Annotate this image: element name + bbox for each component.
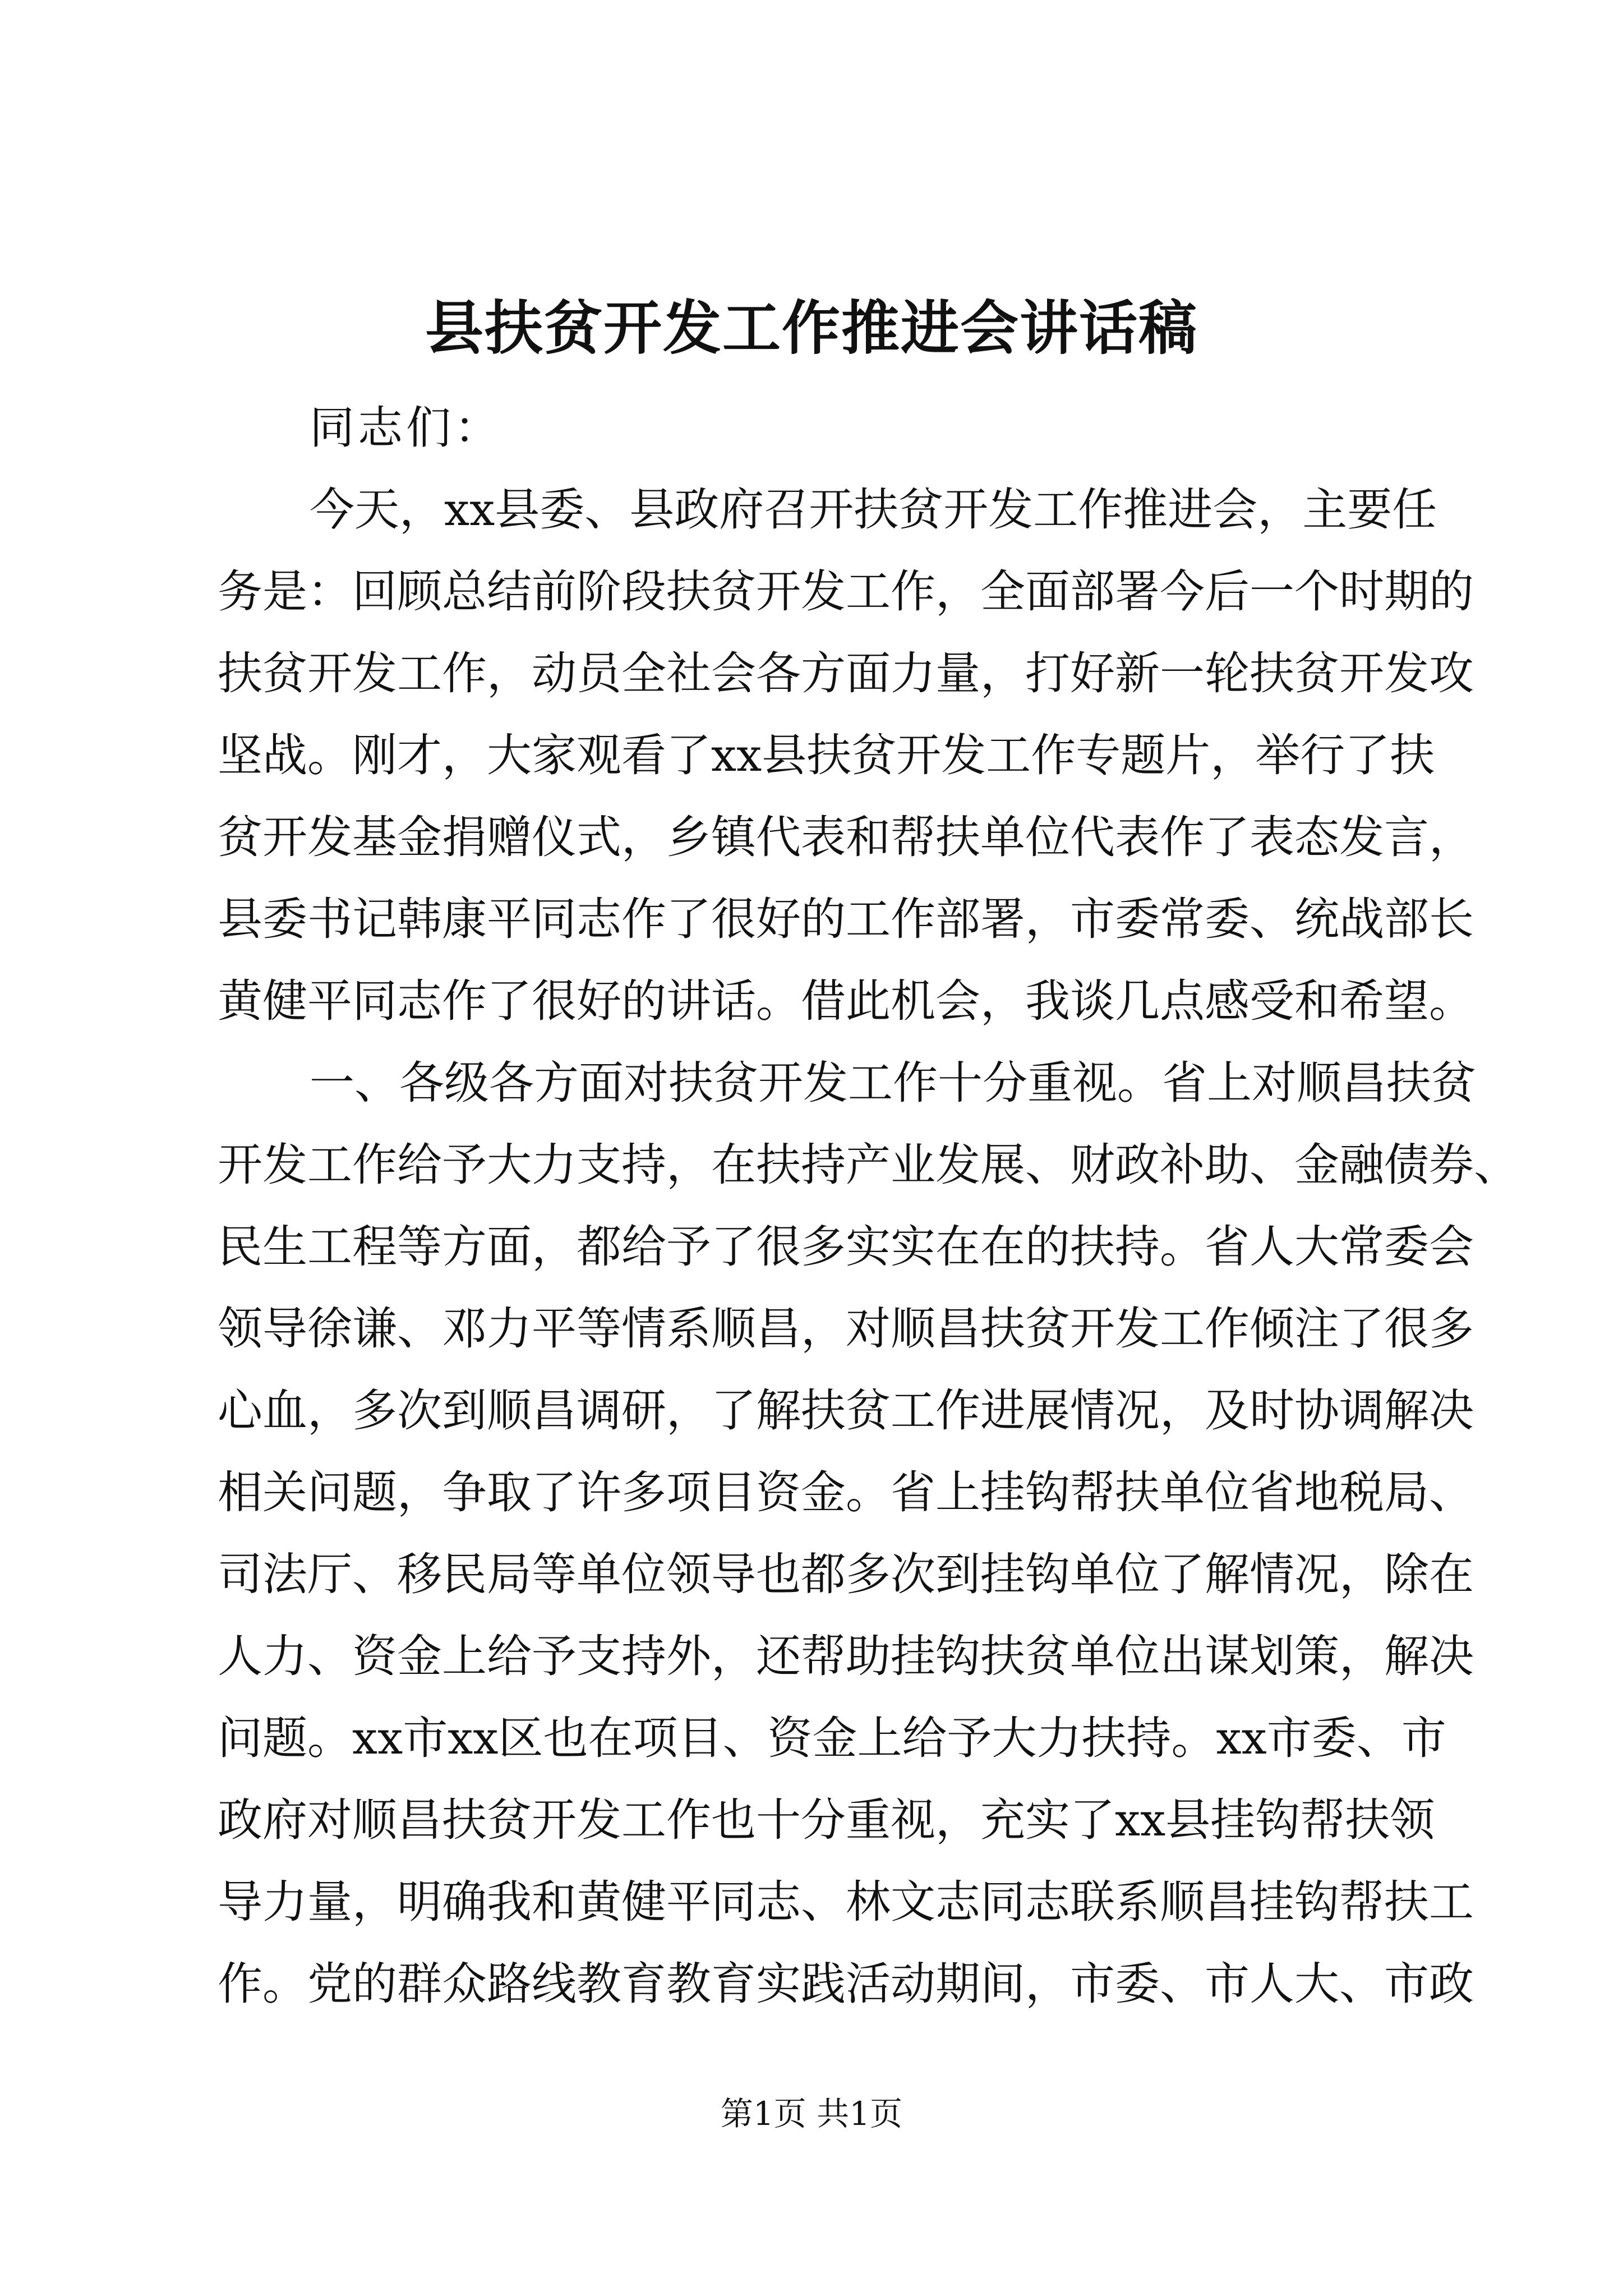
body-line: 民生工程等方面，都给予了很多实实在在的扶持。省人大常委会 (218, 1221, 1474, 1273)
body-line: 务是：回顾总结前阶段扶贫开发工作，全面部署今后一个时期的 (218, 565, 1474, 618)
document-title: 县扶贫开发工作推进会讲话稿 (425, 293, 1198, 362)
body-line: 作。党的群众路线教育教育实践活动期间，市委、市人大、市政 (218, 1958, 1474, 2010)
body-line: 司法厅、移民局等单位领导也都多次到挂钩单位了解情况，除在 (218, 1548, 1474, 1600)
body-line: 领导徐谦、邓力平等情系顺昌，对顺昌扶贫开发工作倾注了很多 (218, 1303, 1474, 1355)
page-footer: 第1页 共1页 (720, 2095, 903, 2133)
body-line: 相关问题，争取了许多项目资金。省上挂钩帮扶单位省地税局、 (218, 1466, 1474, 1519)
body-line: 坚战。刚才，大家观看了xx县扶贫开发工作专题片，举行了扶 (218, 729, 1435, 781)
body-line: 今天，xx县委、县政府召开扶贫开发工作推进会，主要任 (310, 484, 1437, 536)
body-line: 人力、资金上给予支持外，还帮助挂钩扶贫单位出谋划策，解决 (218, 1630, 1474, 1682)
body-line: 问题。xx市xx区也在项目、资金上给予大力扶持。xx市委、市 (218, 1712, 1446, 1764)
section-heading-line: 一、各级各方面对扶贫开发工作十分重视。省上对顺昌扶贫 (310, 1057, 1476, 1109)
body-line: 心血，多次到顺昌调研，了解扶贫工作进展情况，及时协调解决 (218, 1384, 1474, 1437)
body-line: 贫开发基金捐赠仪式，乡镇代表和帮扶单位代表作了表态发言， (218, 811, 1474, 863)
body-line: 黄健平同志作了很好的讲话。借此机会，我谈几点感受和希望。 (218, 975, 1474, 1027)
body-line: 政府对顺昌扶贫开发工作也十分重视，充实了xx县挂钩帮扶领 (218, 1794, 1435, 1846)
body-line: 开发工作给予大力支持，在扶持产业发展、财政补助、金融债券、 (218, 1139, 1519, 1191)
body-line: 县委书记韩康平同志作了很好的工作部署，市委常委、统战部长 (218, 893, 1474, 945)
document-body (218, 387, 1519, 2025)
body-line: 导力量，明确我和黄健平同志、林文志同志联系顺昌挂钩帮扶工 (218, 1876, 1474, 1928)
salutation-line: 同志们： (310, 402, 502, 454)
body-line: 扶贫开发工作，动员全社会各方面力量，打好新一轮扶贫开发攻 (218, 647, 1474, 700)
